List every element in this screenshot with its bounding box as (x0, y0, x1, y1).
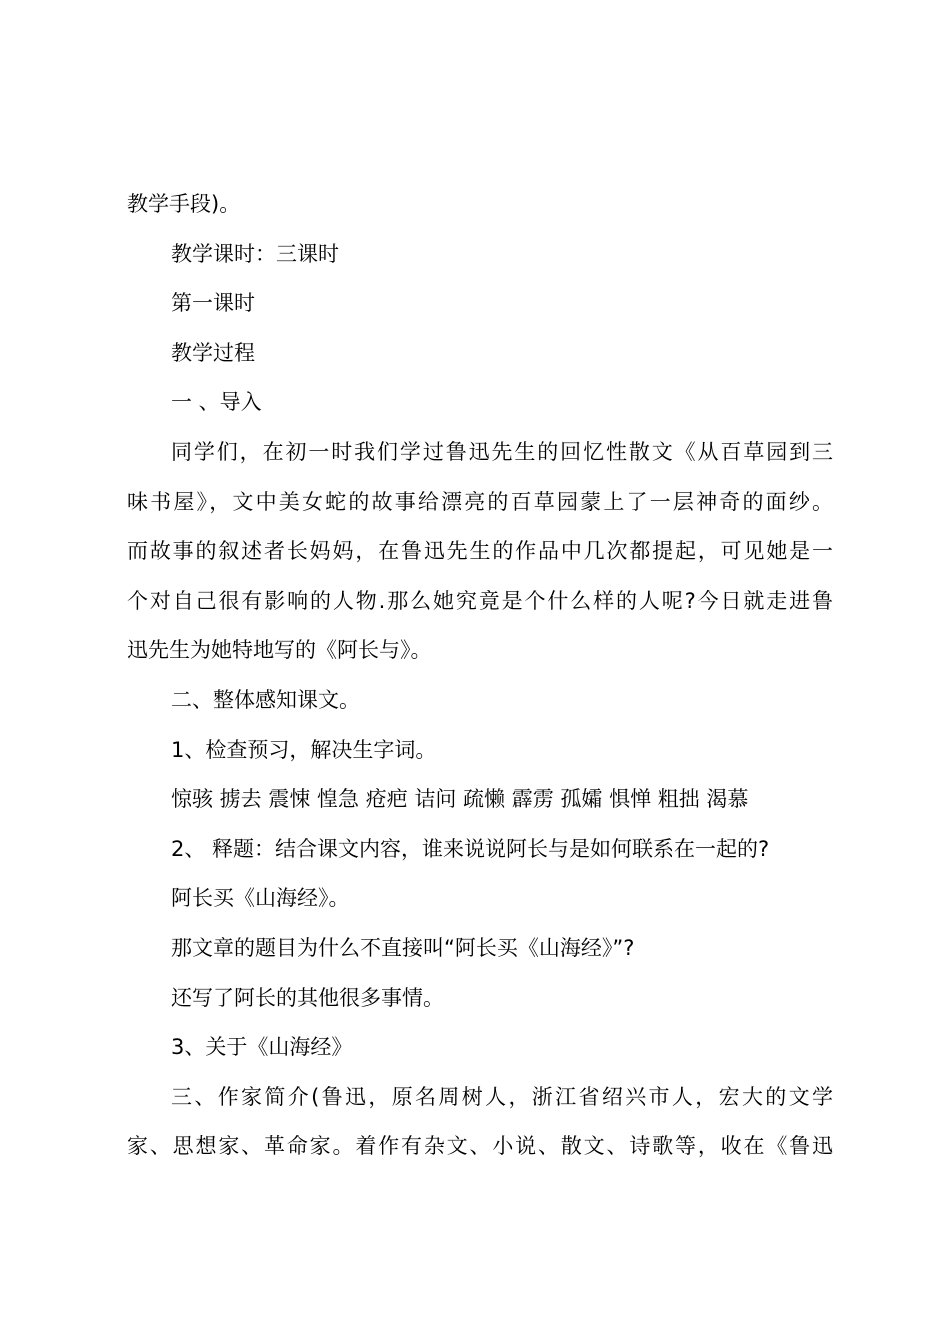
paragraph-line: 个对自己很有影响的人物.那么她究竟是个什么样的人呢?今日就走进鲁 (127, 588, 833, 613)
text-line: 还写了阿长的其他很多事情。 (171, 985, 444, 1010)
paragraph-line: 三、作家简介(鲁迅，原名周树人，浙江省绍兴市人，宏大的文学 (171, 1084, 833, 1109)
text-line: 3、关于《山海经》 (171, 1035, 353, 1060)
text-line: 阿长买《山海经》。 (171, 886, 350, 911)
text-line: 1、检查预习，解决生字词。 (171, 737, 437, 762)
text-line: 2、 释题：结合课文内容，谁来说说阿长与是如何联系在一起的? (171, 836, 770, 861)
text-line: 那文章的题目为什么不直接叫“阿长买《山海经》”? (171, 935, 635, 960)
section-heading: 第一课时 (171, 291, 255, 316)
paragraph-line: 而故事的叙述者长妈妈，在鲁迅先生的作品中几次都提起，可见她是一 (127, 539, 833, 564)
paragraph-line: 味书屋》，文中美女蛇的故事给漂亮的百草园蒙上了一层神奇的面纱。 (127, 489, 833, 514)
text-line: 教学课时：三课时 (171, 241, 339, 266)
text-line: 教学手段)。 (127, 192, 241, 216)
paragraph-line: 同学们，在初一时我们学过鲁迅先生的回忆性散文《从百草园到三 (171, 439, 833, 464)
paragraph-line: 迅先生为她特地写的《阿长与》。 (127, 638, 432, 663)
vocabulary-list: 惊骇 掳去 震悚 惶急 疮疤 诘问 疏懒 霹雳 孤孀 惧惮 粗拙 渴慕 (171, 787, 749, 812)
section-heading: 一 、导入 (171, 390, 262, 415)
section-heading: 二、整体感知课文。 (171, 687, 360, 712)
paragraph-line: 家、思想家、革命家。着作有杂文、小说、散文、诗歌等，收在《鲁迅 (127, 1134, 833, 1159)
section-heading: 教学过程 (171, 340, 255, 365)
document-body (127, 180, 833, 1172)
